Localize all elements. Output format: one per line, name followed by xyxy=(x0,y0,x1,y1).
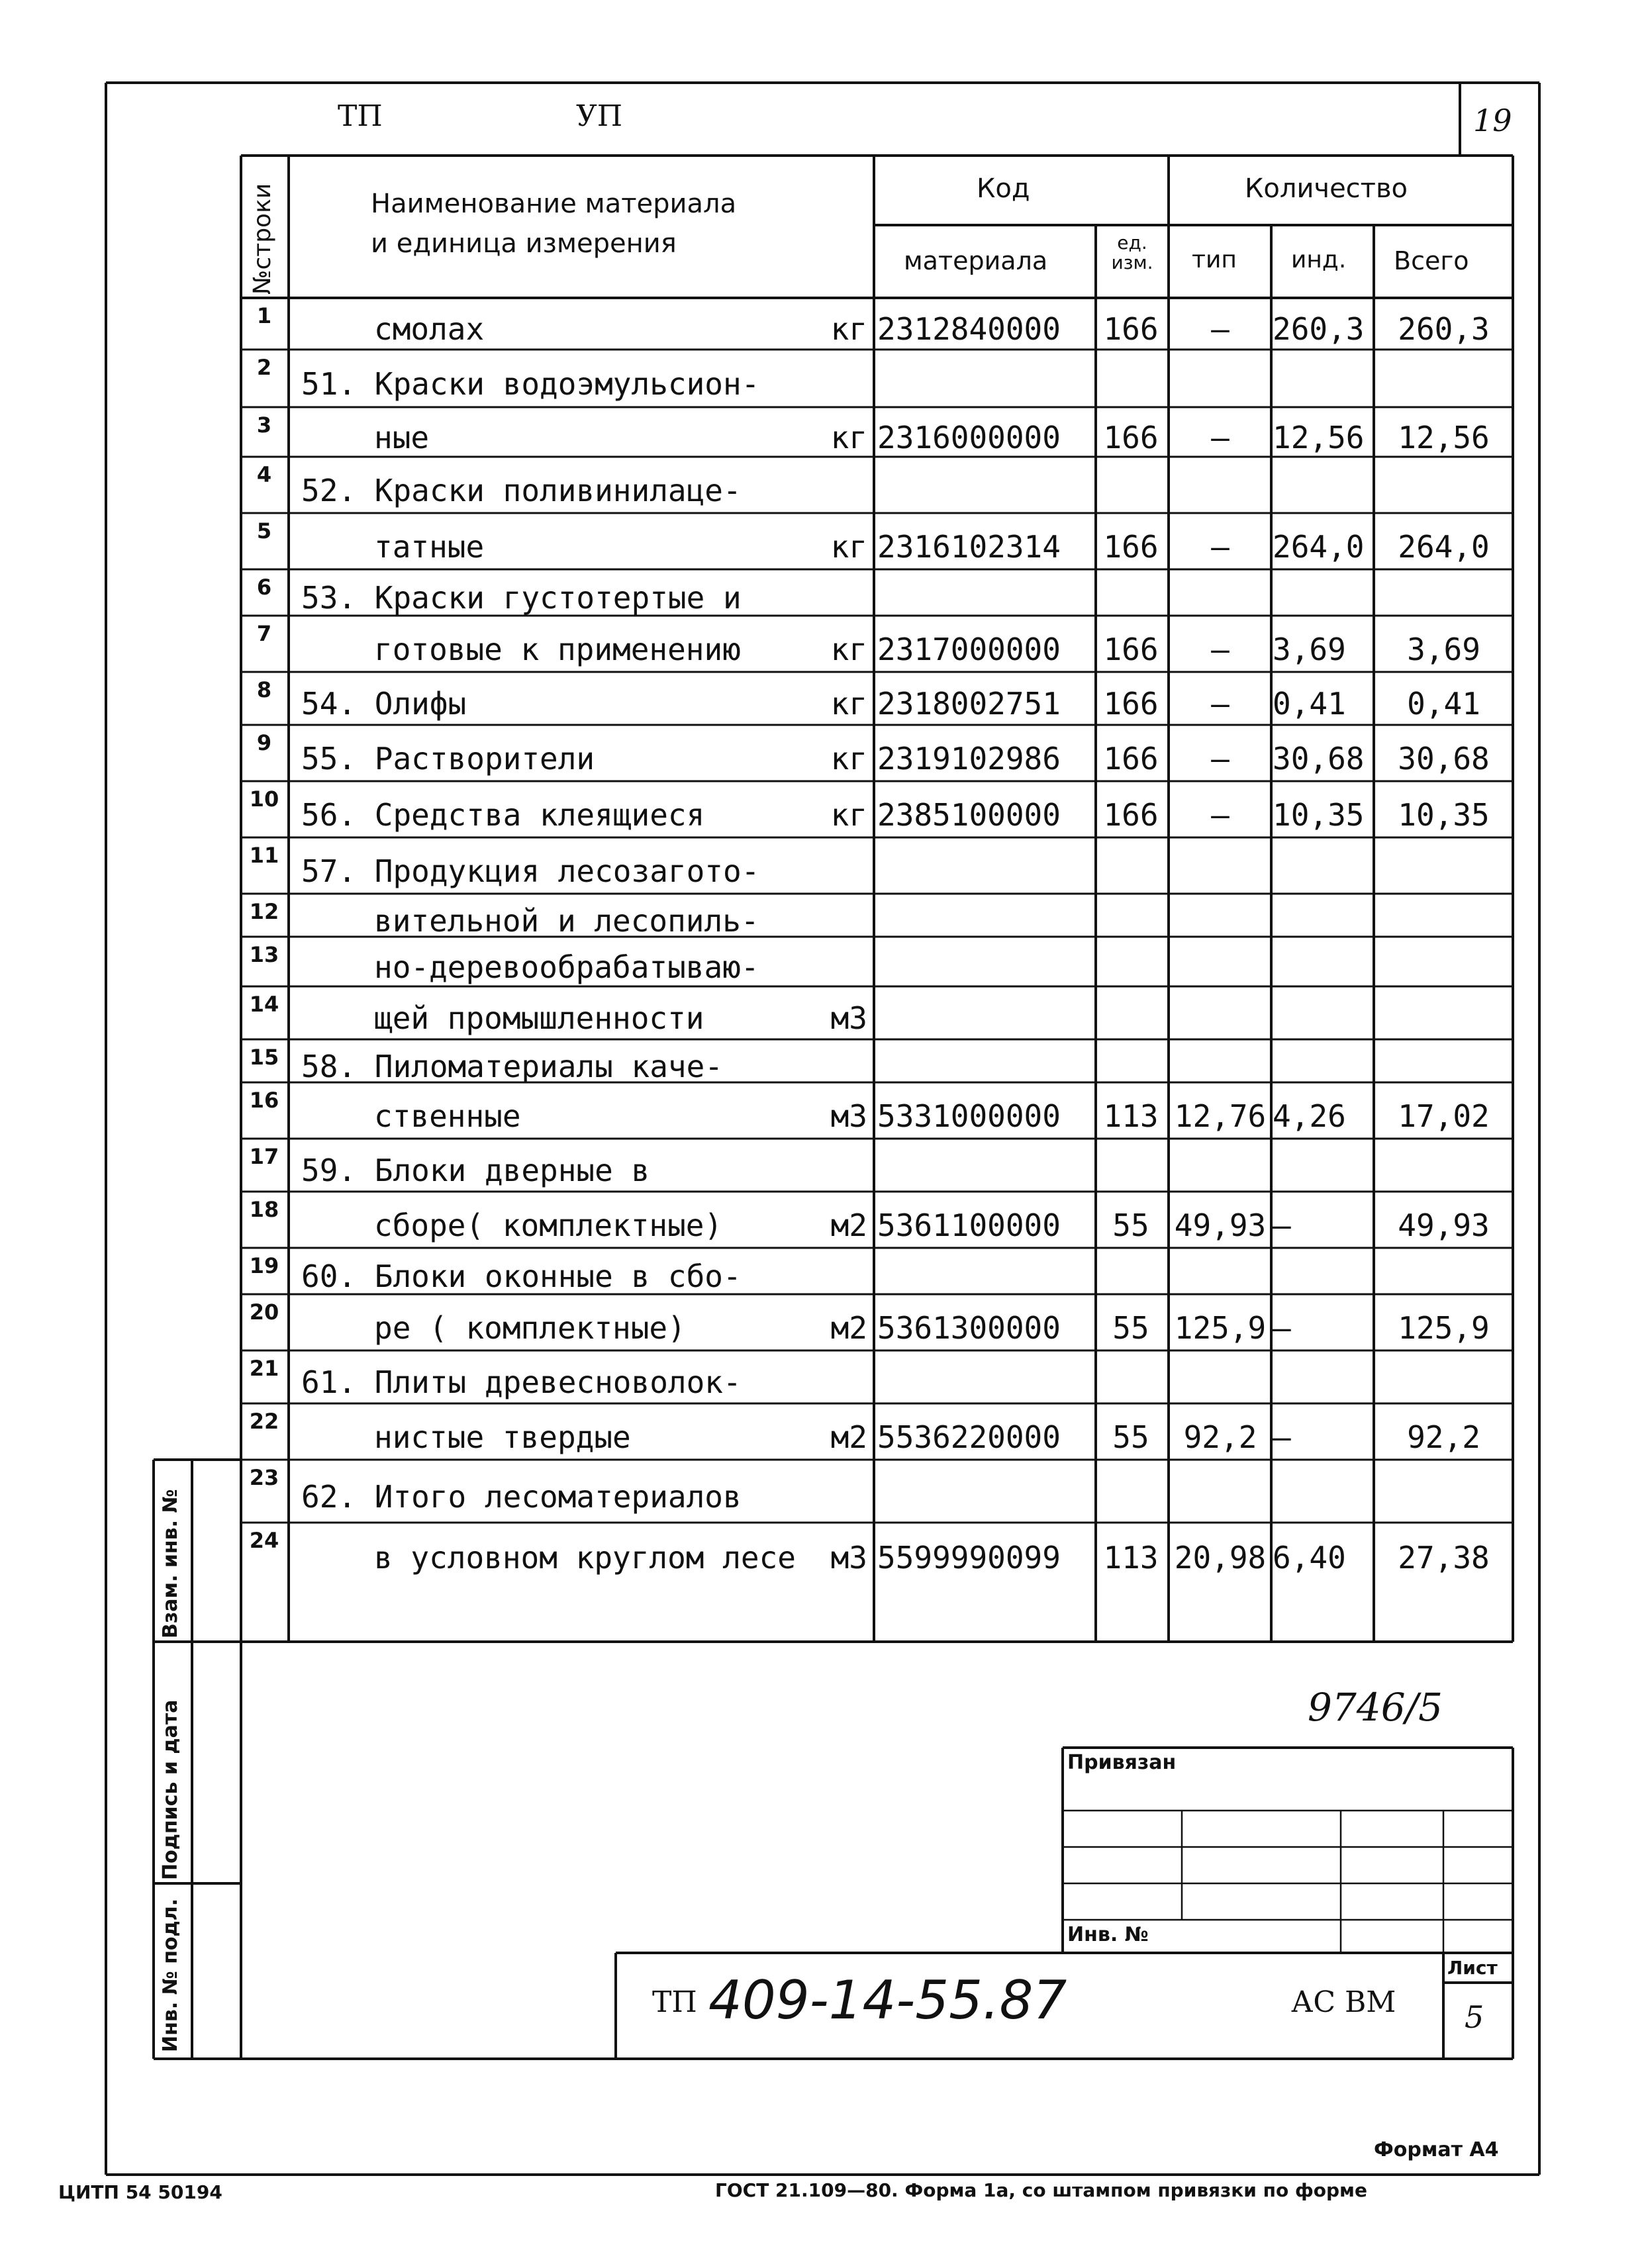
row-qty-type: 20,98 xyxy=(1174,1540,1267,1576)
row-number: 10 xyxy=(249,786,279,812)
row-number: 6 xyxy=(256,575,272,600)
row-name: вительной и лесопиль- xyxy=(374,902,759,939)
row-qty-type: – xyxy=(1211,528,1230,565)
footer-format: Формат А4 xyxy=(1374,2138,1499,2161)
row-code: 5536220000 xyxy=(877,1419,1061,1455)
header-row-no: №строки xyxy=(249,183,276,295)
row-code: 5599990099 xyxy=(877,1540,1061,1576)
stamp-list-value: 5 xyxy=(1465,1999,1484,2035)
row-number: 5 xyxy=(256,518,272,543)
row-name: 55. Растворители xyxy=(301,740,595,777)
footer-left: ЦИТП 54 50194 xyxy=(58,2181,222,2203)
row-code: 2319102986 xyxy=(877,740,1061,777)
row-qty-type: – xyxy=(1211,419,1230,455)
row-number: 1 xyxy=(256,303,272,328)
header-qty-type: тип xyxy=(1192,246,1237,273)
header-code-unit: ед. изм. xyxy=(1111,232,1153,273)
row-number: 24 xyxy=(249,1528,279,1553)
row-number: 4 xyxy=(256,462,272,487)
row-name: сборе( комплектные) xyxy=(374,1207,723,1243)
row-qty-ind: 10,35 xyxy=(1273,796,1365,833)
row-code: 5361100000 xyxy=(877,1207,1061,1243)
row-code: 5361300000 xyxy=(877,1309,1061,1346)
header-up: УП xyxy=(576,99,623,133)
header-quantity: Количество xyxy=(1245,173,1408,204)
row-qty-type: – xyxy=(1211,311,1230,347)
header-name-line1: Наименование материала xyxy=(371,189,737,219)
header-code: Код xyxy=(977,173,1030,204)
row-unit-code: 113 xyxy=(1103,1540,1159,1576)
row-qty-type: – xyxy=(1211,686,1230,722)
page-number: 19 xyxy=(1473,103,1512,138)
stamp-mark: АС ВМ xyxy=(1291,1985,1396,2019)
row-qty-ind: 264,0 xyxy=(1273,528,1365,565)
row-name: 58. Пиломатериалы каче- xyxy=(301,1048,723,1084)
header-qty-total: Всего xyxy=(1394,246,1469,275)
row-qty-type: 12,76 xyxy=(1174,1098,1267,1134)
row-code: 2385100000 xyxy=(877,796,1061,833)
side-label-inv-podl: Инв. № подл. xyxy=(159,1898,182,2052)
row-qty-type: – xyxy=(1211,740,1230,777)
row-qty-total: 260,3 xyxy=(1398,311,1490,347)
row-name: ные xyxy=(374,419,430,455)
stamp-list-label: Лист xyxy=(1447,1957,1498,1979)
row-unit-code: 166 xyxy=(1103,528,1159,565)
row-number: 2 xyxy=(256,355,272,380)
row-name: ственные xyxy=(374,1098,521,1134)
row-unit: м2 xyxy=(830,1309,867,1346)
row-name: 53. Краски густотертые и xyxy=(301,580,742,616)
row-unit: м2 xyxy=(830,1207,867,1243)
row-qty-total: 10,35 xyxy=(1398,796,1490,833)
row-number: 7 xyxy=(256,621,272,646)
row-number: 8 xyxy=(256,677,272,702)
row-unit: м3 xyxy=(830,1098,867,1134)
row-unit-code: 55 xyxy=(1112,1207,1149,1243)
row-number: 12 xyxy=(249,899,279,924)
row-unit-code: 166 xyxy=(1103,796,1159,833)
stamp-tp: ТП xyxy=(652,1985,697,2019)
row-qty-total: 12,56 xyxy=(1398,419,1490,455)
row-qty-ind: 3,69 xyxy=(1273,631,1346,667)
row-name: 56. Средства клеящиеся xyxy=(301,796,705,833)
row-number: 19 xyxy=(249,1253,279,1278)
row-qty-ind: 260,3 xyxy=(1273,311,1365,347)
row-name: но-деревообрабатываю- xyxy=(374,949,759,985)
row-name: нистые твердые xyxy=(374,1419,631,1455)
row-number: 3 xyxy=(256,412,272,438)
stamp-privyazan: Привязан xyxy=(1067,1751,1177,1774)
row-name: 60. Блоки оконные в сбо- xyxy=(301,1258,742,1294)
row-name: татные xyxy=(374,528,485,565)
row-code: 2316102314 xyxy=(877,528,1061,565)
row-unit: м2 xyxy=(830,1419,867,1455)
row-qty-ind: 6,40 xyxy=(1273,1540,1346,1576)
row-code: 2317000000 xyxy=(877,631,1061,667)
row-qty-type: 125,9 xyxy=(1174,1309,1267,1346)
row-qty-total: 3,69 xyxy=(1407,631,1480,667)
row-unit: кг xyxy=(830,419,867,455)
row-qty-total: 49,93 xyxy=(1398,1207,1490,1243)
row-code: 5331000000 xyxy=(877,1098,1061,1134)
row-qty-type: 92,2 xyxy=(1183,1419,1257,1455)
stamp-inv-no: Инв. № xyxy=(1067,1923,1149,1946)
row-qty-total: 17,02 xyxy=(1398,1098,1490,1134)
row-unit: кг xyxy=(830,528,867,565)
row-qty-ind: – xyxy=(1273,1207,1291,1243)
row-qty-total: 92,2 xyxy=(1407,1419,1480,1455)
row-number: 23 xyxy=(249,1465,279,1490)
row-unit-code: 113 xyxy=(1103,1098,1159,1134)
row-name: 57. Продукция лесозаготo- xyxy=(301,853,760,889)
row-name: 59. Блоки дверные в xyxy=(301,1153,650,1188)
row-name: ре ( комплектные) xyxy=(374,1309,686,1346)
row-code: 2318002751 xyxy=(877,686,1061,722)
row-qty-type: – xyxy=(1211,796,1230,833)
row-qty-ind: – xyxy=(1273,1419,1291,1455)
row-qty-total: 27,38 xyxy=(1398,1540,1490,1576)
row-qty-total: 30,68 xyxy=(1398,740,1490,777)
row-unit: кг xyxy=(830,796,867,833)
row-qty-type: 49,93 xyxy=(1174,1207,1267,1243)
row-name: смолах xyxy=(374,311,485,347)
row-number: 9 xyxy=(256,730,272,755)
row-number: 11 xyxy=(249,843,279,868)
row-qty-total: 264,0 xyxy=(1398,528,1490,565)
row-number: 16 xyxy=(249,1088,279,1113)
row-unit: м3 xyxy=(830,1000,867,1036)
row-number: 20 xyxy=(249,1299,279,1325)
handwritten-number: 9746/5 xyxy=(1308,1685,1443,1730)
row-name: 52. Краски поливинилаце- xyxy=(301,472,742,508)
row-code: 2316000000 xyxy=(877,419,1061,455)
row-qty-ind: 30,68 xyxy=(1273,740,1365,777)
row-qty-type: – xyxy=(1211,631,1230,667)
row-unit-code: 55 xyxy=(1112,1309,1149,1346)
side-label-podpis: Подпись и дата xyxy=(159,1699,182,1880)
row-name: в условном круглом лесе xyxy=(374,1540,796,1576)
row-name: щей промышленности xyxy=(374,1000,704,1036)
row-unit: кг xyxy=(830,631,867,667)
row-name: 54. Олифы xyxy=(301,686,467,722)
row-unit: кг xyxy=(830,311,867,347)
side-label-vzam: Взам. инв. № xyxy=(159,1489,182,1638)
row-qty-total: 0,41 xyxy=(1407,686,1480,722)
row-unit-code: 166 xyxy=(1103,631,1159,667)
row-unit: м3 xyxy=(830,1540,867,1576)
header-name-line2: и единица измерения xyxy=(371,228,677,259)
row-number: 17 xyxy=(249,1144,279,1169)
row-qty-ind: – xyxy=(1273,1309,1291,1346)
row-number: 15 xyxy=(249,1045,279,1070)
row-number: 14 xyxy=(249,992,279,1017)
row-unit: кг xyxy=(830,740,867,777)
row-qty-total: 125,9 xyxy=(1398,1309,1490,1346)
row-name: готовые к применению xyxy=(374,631,741,667)
row-unit-code: 166 xyxy=(1103,311,1159,347)
row-name: 51. Краски водоэмульсион- xyxy=(301,365,760,402)
row-qty-ind: 0,41 xyxy=(1273,686,1346,722)
row-number: 13 xyxy=(249,942,279,967)
row-code: 2312840000 xyxy=(877,311,1061,347)
row-number: 22 xyxy=(249,1409,279,1434)
row-unit: кг xyxy=(830,686,867,722)
header-code-material: материала xyxy=(904,246,1048,275)
row-unit-code: 166 xyxy=(1103,740,1159,777)
row-name: 61. Плиты древесноволок- xyxy=(301,1364,742,1400)
row-number: 21 xyxy=(249,1356,279,1381)
header-tp: ТП xyxy=(338,99,383,133)
row-name: 62. Итого лесоматериалов xyxy=(301,1478,742,1515)
row-unit-code: 166 xyxy=(1103,686,1159,722)
row-unit-code: 55 xyxy=(1112,1419,1149,1455)
row-number: 18 xyxy=(249,1197,279,1222)
stamp-doc-number: 409-14-55.87 xyxy=(708,1969,1067,2031)
header-qty-ind: инд. xyxy=(1291,246,1347,273)
row-qty-ind: 4,26 xyxy=(1273,1098,1346,1134)
row-unit-code: 166 xyxy=(1103,419,1159,455)
row-qty-ind: 12,56 xyxy=(1273,419,1365,455)
footer-gost: ГОСТ 21.109—80. Форма 1а, со штампом привязки по форме xyxy=(715,2179,1367,2201)
